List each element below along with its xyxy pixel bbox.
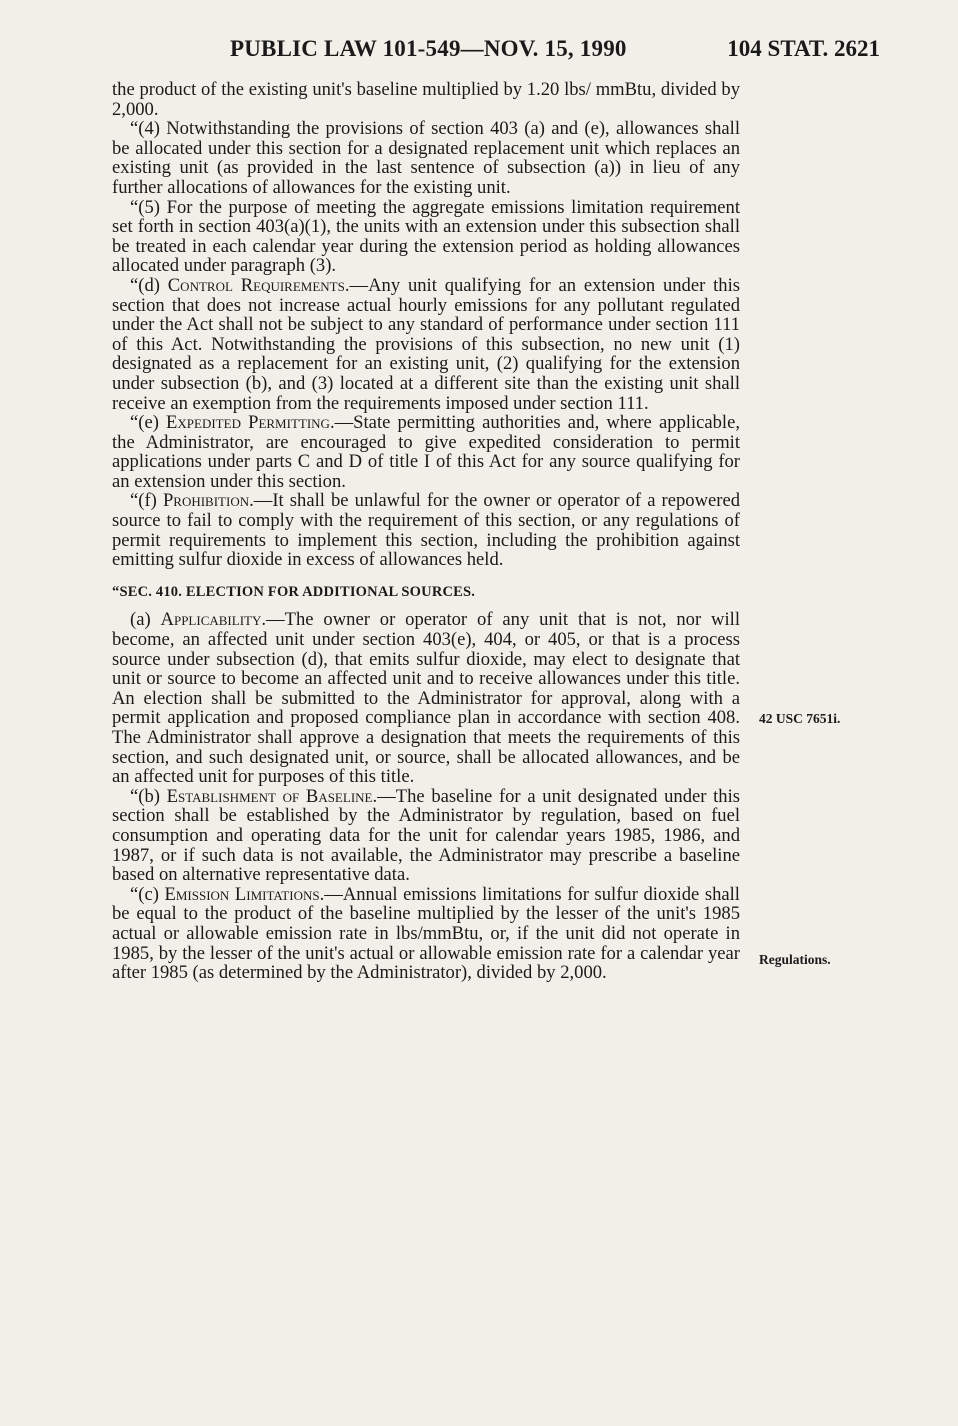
body-text bbox=[112, 80, 740, 983]
subsection-c bbox=[112, 885, 740, 983]
subsection-f-text: .—It shall be unlawful for the owner or operator of a repowered source to fail to comply with the requirement of this section, or any regulations of permit requirements to implement this section, including the prohibition against emitting sulfur dioxide in excess of allowances held. bbox=[112, 490, 741, 571]
subsection-d-text: .—Any unit qualifying for an extension under this section that does not increase actual hourly emissions for any pollutant regulated under the Act shall not be subject to any standard of performance under section 111 of this Act. Notwithstanding the provisions of this subsection, no new unit (1) designated as a replacement for an existing unit, (2) qualifying for the extension under subsection (b), and (3) located at a different site than the existing unit shall receive an exemption from the requirements imposed under section 111. bbox=[112, 274, 740, 414]
subsection-f-heading: Prohibition bbox=[162, 490, 250, 512]
margin-note-regulations: Regulations. bbox=[759, 952, 831, 967]
subsection-f-lead: “(f) bbox=[130, 490, 163, 512]
subsection-a-heading: Applicability bbox=[160, 609, 262, 631]
subsection-c-heading: Emission Limitations bbox=[164, 883, 320, 905]
subsection-b-lead: “(b) bbox=[130, 785, 167, 807]
subsection-a-lead: (a) bbox=[130, 609, 161, 631]
section-410-heading: “SEC. 410. ELECTION FOR ADDITIONAL SOURCES. bbox=[112, 583, 476, 600]
paragraph-5: “(5) For the purpose of meeting the aggregate emissions limitation requirement set forth in section 403(a)(1), the units with an extension under this subsection shall be treated in each calendar year during the extension period as holding allowances allocated under paragraph (3). bbox=[112, 196, 740, 277]
subsection-e-heading: Expedited Permitting bbox=[166, 412, 330, 434]
subsection-c-lead: “(c) bbox=[130, 883, 165, 905]
subsection-e bbox=[112, 413, 740, 491]
header-title: PUBLIC LAW 101-549—NOV. 15, 1990 bbox=[230, 36, 627, 61]
subsection-a bbox=[112, 610, 740, 786]
subsection-a-text: .—The owner or operator of any unit that is not, nor will become, an affected unit under section 403(e), 404, or 405, or that is a process source under subsection (d), that emits sulfur dioxide, may elect to designate that unit or source to become an affected unit and to receive allowances under this title. An election shall be submitted to the Administrator for approval, along with a permit application and proposed compliance plan in accordance with section 408. The Administrator shall approve a designation that meets the requirements of this section, and such designated unit, or source, shall be allocated allowances, and be an affected unit for purposes of this title. bbox=[112, 609, 740, 788]
subsection-d bbox=[112, 276, 740, 413]
subsection-b-text: .—The baseline for a unit designated under this section shall be established by the Administrator by regulation, based on fuel consumption and operating data for the unit for calendar years 1985, 1986, and 1987, or if such data is not available, the Administrator may prescribe a baseline based on alternative representative data. bbox=[112, 785, 740, 886]
subsection-e-text: .—State permitting authorities and, where applicable, the Administrator, are encouraged to give expedited consideration to permit applications under parts C and D of title I of this Act for any source qualifying for an extension under this section. bbox=[112, 412, 741, 492]
subsection-e-lead: “(e) bbox=[130, 412, 167, 434]
margin-note-usc: 42 USC 7651i. bbox=[759, 711, 841, 726]
subsection-b bbox=[112, 787, 740, 885]
subsection-d-lead: “(d) bbox=[130, 274, 168, 296]
subsection-d-heading: Control Requirements bbox=[167, 274, 345, 296]
paragraph-continuation: the product of the existing unit's baseline multiplied by 1.20 lbs/ mmBtu, divided by 2,000. bbox=[112, 79, 740, 120]
subsection-f bbox=[112, 491, 740, 569]
subsection-b-heading: Establishment of Baseline bbox=[166, 785, 373, 807]
subsection-c-text: .—Annual emissions limitations for sulfur dioxide shall be equal to the product of the baseline multiplied by the lesser of the unit's 1985 actual or allowable emission rate in lbs/mmBtu, or, if the unit did not operate in 1985, by the lesser of the unit's actual or allowable emission rate for a calendar year after 1985 (as determined by the Administrator), divided by 2,000. bbox=[112, 883, 740, 984]
paragraph-4: “(4) Notwithstanding the provisions of section 403 (a) and (e), allowances shall be allocated under this section for a designated replacement unit which replaces an existing unit (as provided in the last sentence of subsection (a)) in lieu of any further allocations of allowances for the existing unit. bbox=[112, 118, 740, 198]
page-header bbox=[112, 36, 880, 68]
header-stat-page: 104 STAT. 2621 bbox=[727, 36, 880, 61]
